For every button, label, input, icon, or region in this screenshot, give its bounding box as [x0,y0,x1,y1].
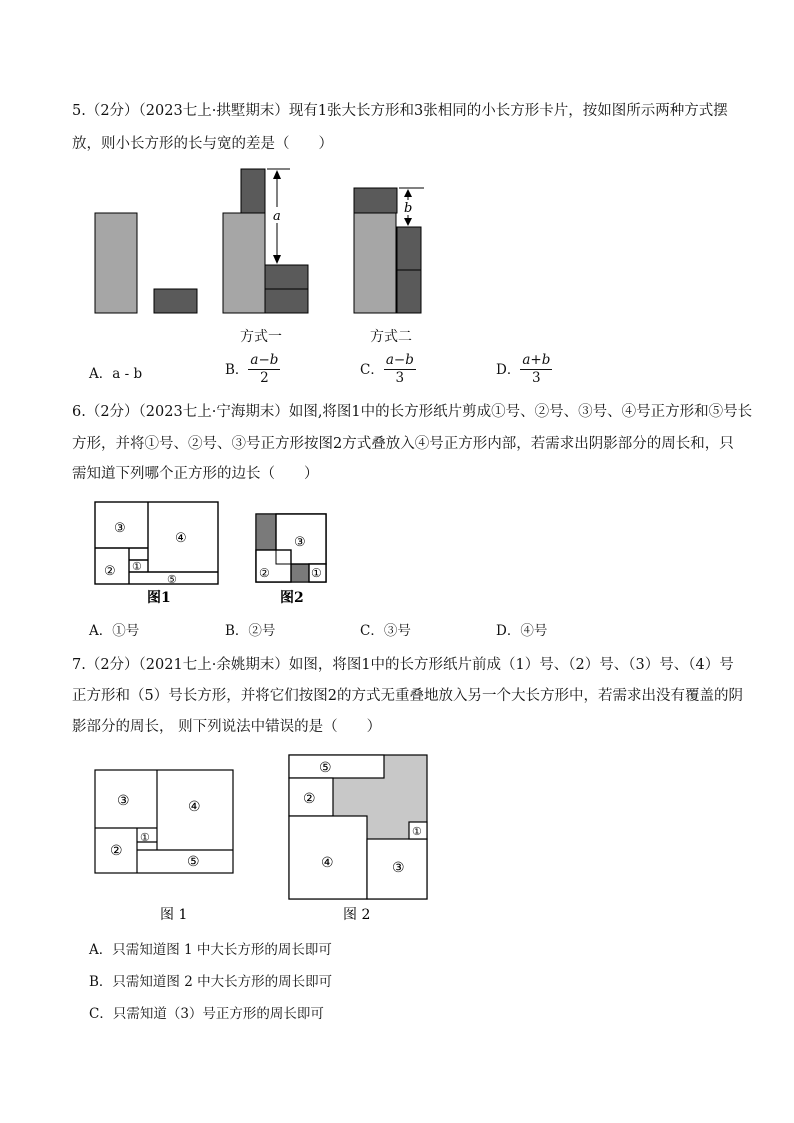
q5-caption-method1: 方式一 [240,329,282,345]
q5-m1-small-vertical [241,169,265,213]
q5-m2-big [354,213,396,313]
q7-stem-line3: 影部分的周长， 则下列说法中错误的是（ ） [72,719,382,735]
q6-fig1-label-4: ④ [175,531,187,546]
q7-fig2-label-3: ③ [392,860,405,876]
q7-option-a[interactable]: A．只需知道图 1 中大长方形的周长即可 [89,942,332,958]
q5-option-c-fraction: $\frac{a-b}{3}$ [385,352,414,386]
q5-m2-small-top [354,188,397,213]
q7-fig2-label-5: ⑤ [319,760,332,776]
q5-label-b: b [404,201,413,216]
q5-option-d[interactable]: D． $\frac{a+b}{3}$ [496,352,551,386]
q5-figure [0,0,794,360]
q6-figures [0,490,794,620]
q5-m2-small-v2 [397,270,421,313]
q5-m1-small-1 [265,265,308,289]
q7-fig2-label-2: ② [303,791,316,807]
q5-label-a: a [273,209,281,224]
q5-stem-line2: 放，则小长方形的长与宽的差是（ ） [72,136,333,152]
q6-option-b[interactable]: B．②号 [225,623,276,639]
q5-big-rectangle [95,213,137,313]
q5-option-b[interactable]: B． $\frac{a-b}{2}$ [225,352,279,386]
q5-small-rectangle [154,289,197,313]
q7-fig1-label-4: ④ [188,799,201,815]
q7-fig2-caption: 图 2 [343,907,371,923]
q7-stem-line1: 7.（2分）（2021七上·余姚期末）如图，将图1中的长方形纸片前成（1）号、（2）号、（3）号、（4）号 [72,657,734,673]
q5-option-b-fraction: $\frac{a-b}{2}$ [250,352,279,386]
q5-m2-small-v1 [397,227,421,270]
q6-option-d[interactable]: D．④号 [496,623,548,639]
q6-fig1-caption: 图1 [147,590,171,606]
q7-option-c[interactable]: C．只需知道（3）号正方形的周长即可 [89,1006,324,1022]
q6-stem-line3: 需知道下列哪个正方形的边长（ ） [72,466,319,482]
q6-fig1-label-5: ⑤ [167,573,177,586]
q7-fig1-label-5: ⑤ [187,854,200,870]
q7-fig1-caption: 图 1 [160,907,188,923]
q5-m1-small-2 [265,289,308,313]
q6-fig1-label-1: ① [132,560,142,573]
q7-fig2-label-1: ① [412,825,422,838]
q5-caption-method2: 方式二 [370,329,412,345]
q7-fig2 [289,755,427,899]
q5-option-c[interactable]: C． $\frac{a-b}{3}$ [360,352,414,386]
q7-option-b[interactable]: B．只需知道图 2 中大长方形的周长即可 [89,974,333,990]
q5-stem-line1: 5.（2分）（2023七上·拱墅期末）现有1张大长方形和3张相同的小长方形卡片，按如图所示两种方式摆 [72,103,728,119]
q5-option-d-fraction: $\frac{a+b}{3}$ [522,352,551,386]
q6-fig2-shade-left [256,514,276,550]
q5-m1-big [223,213,265,313]
q7-fig1-label-1: ① [140,831,150,844]
q7-fig1-label-3: ③ [117,793,130,809]
q6-option-a[interactable]: A．①号 [89,623,140,639]
q5-option-a[interactable]: A．a - b [89,366,143,382]
q6-fig2-caption: 图2 [280,590,304,606]
q6-option-c[interactable]: C．③号 [360,623,411,639]
q6-fig2-label-3: ③ [294,535,306,550]
q6-fig2-shade-right [291,564,309,582]
q7-stem-line2: 正方形和（5）号长方形，并将它们按图2的方式无重叠地放入另一个大长方形中，若需求出没有覆盖的阴 [72,688,743,704]
q6-fig1-label-2: ② [104,564,116,579]
q6-fig1-label-3: ③ [114,521,126,536]
q7-fig2-label-4: ④ [321,855,334,871]
q7-figures [0,745,794,925]
q7-fig1-label-2: ② [110,843,123,859]
q6-stem-line2: 方形，并将①号、②号、③号正方形按图2方式叠放入④号正方形内部，若需求出阴影部分的周长和，只 [72,436,734,452]
q6-fig2-label-1: ① [311,566,322,580]
q6-fig2-label-2: ② [259,566,270,580]
q6-stem-line1: 6.（2分）（2023七上·宁海期末）如图,将图1中的长方形纸片剪成①号、②号、③号、④号正方形和⑤号长 [72,404,753,420]
